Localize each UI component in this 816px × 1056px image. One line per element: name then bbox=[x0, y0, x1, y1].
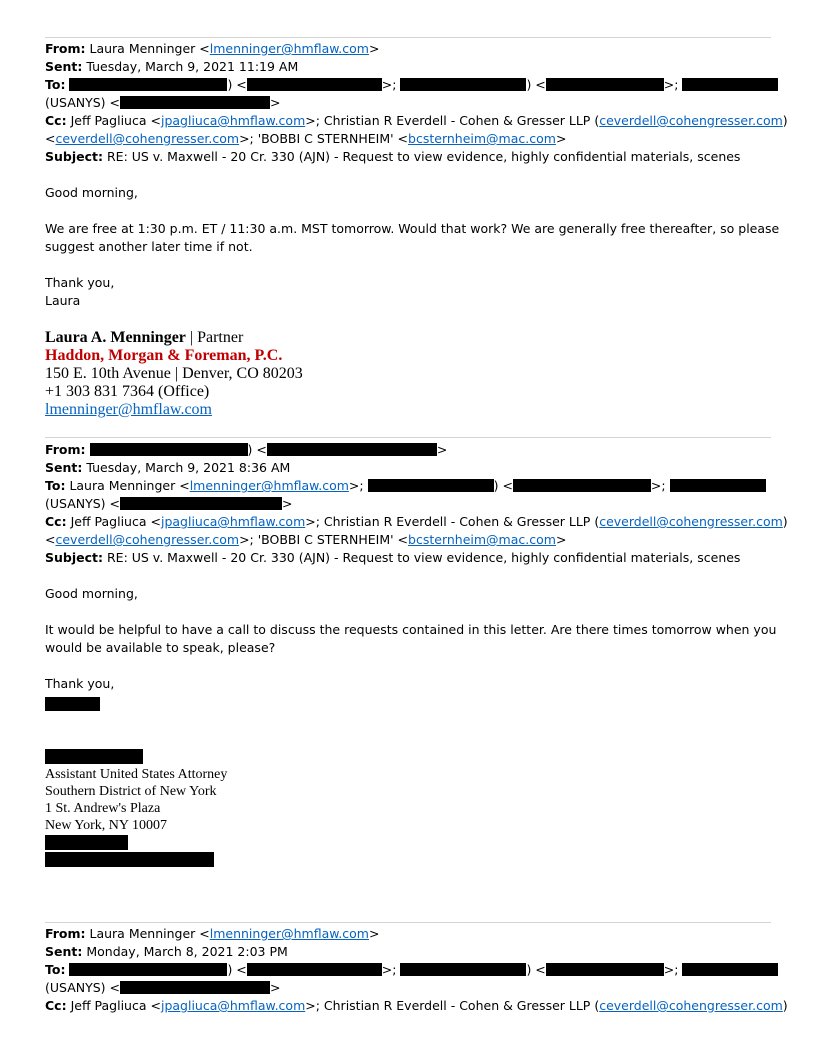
signature-phone: +1 303 831 7364 (Office) bbox=[45, 383, 210, 400]
email3-cc-line: Cc: Jeff Pagliuca <jpagliuca@hmflaw.com>; Christian R Everdell - Cohen & Gresser LLP (ceverdell@cohengresser.com) bbox=[45, 998, 788, 1013]
email3-from-line: From: Laura Menninger <lmenninger@hmflaw.com> bbox=[45, 926, 380, 941]
from-label: From: bbox=[45, 442, 86, 457]
email1-sent-value: Tuesday, March 9, 2021 11:19 AM bbox=[86, 59, 299, 74]
email2-cc-line-2: <ceverdell@cohengresser.com>; 'BOBBI C STERNHEIM' <bcsternheim@mac.com> bbox=[45, 532, 567, 547]
email1-subject-line bbox=[45, 149, 740, 165]
redaction-block bbox=[546, 963, 664, 976]
aus-attorney-title: Assistant United States Attorney bbox=[45, 767, 228, 782]
redaction-block bbox=[45, 749, 143, 764]
email1-from-name: Laura Menninger < bbox=[89, 41, 210, 56]
to-label: To: bbox=[45, 962, 66, 977]
redaction-block bbox=[45, 852, 214, 867]
redaction-block bbox=[69, 78, 227, 91]
from-label: From: bbox=[45, 41, 86, 56]
aus-attorney-addr1: 1 St. Andrew's Plaza bbox=[45, 801, 161, 816]
cc-label: Cc: bbox=[45, 113, 67, 128]
email2-body-line2: would be available to speak, please? bbox=[45, 640, 276, 655]
email1-to-line-2: (USANYS) < > bbox=[45, 95, 281, 110]
email3-to-line-2: (USANYS) < > bbox=[45, 980, 281, 995]
email2-subject-line bbox=[45, 550, 740, 566]
cc-pagliuca-link[interactable]: jpagliuca@hmflaw.com bbox=[160, 113, 306, 128]
cc-sternheim-link[interactable]: bcsternheim@mac.com bbox=[408, 532, 556, 547]
email1-signoff: Laura bbox=[45, 293, 81, 308]
email2-to-email-link[interactable]: lmenninger@hmflaw.com bbox=[189, 478, 349, 493]
sent-label: Sent: bbox=[45, 944, 83, 959]
cc-sternheim-link[interactable]: bcsternheim@mac.com bbox=[408, 131, 556, 146]
redaction-block bbox=[546, 78, 664, 91]
email1-cc-line-2: <ceverdell@cohengresser.com>; 'BOBBI C STERNHEIM' <bcsternheim@mac.com> bbox=[45, 131, 567, 146]
email2-greeting: Good morning, bbox=[45, 586, 138, 601]
redaction-block bbox=[120, 981, 270, 994]
cc-pagliuca-link[interactable]: jpagliuca@hmflaw.com bbox=[160, 514, 306, 529]
signature-email-line bbox=[45, 401, 212, 419]
redaction-block bbox=[267, 443, 437, 456]
email2-subject: RE: US v. Maxwell - 20 Cr. 330 (AJN) - Request to view evidence, highly confidential materials, scenes bbox=[106, 550, 741, 565]
subject-label: Subject: bbox=[45, 550, 103, 565]
email1-from-line: From: Laura Menninger <lmenninger@hmflaw.com> bbox=[45, 41, 380, 56]
signature-name-line bbox=[45, 329, 243, 347]
redaction-block bbox=[120, 96, 270, 109]
email1-body-line2: suggest another later time if not. bbox=[45, 239, 253, 254]
sent-label: Sent: bbox=[45, 59, 83, 74]
email1-subject: RE: US v. Maxwell - 20 Cr. 330 (AJN) - Request to view evidence, highly confidential materials, scenes bbox=[106, 149, 741, 164]
email2-closing: Thank you, bbox=[45, 676, 115, 691]
to-label: To: bbox=[45, 478, 66, 493]
redaction-block bbox=[247, 78, 382, 91]
cc-everdell-link-2[interactable]: ceverdell@cohengresser.com bbox=[55, 532, 240, 547]
cc-everdell-link[interactable]: ceverdell@cohengresser.com bbox=[599, 113, 783, 128]
signature-address: 150 E. 10th Avenue | Denver, CO 80203 bbox=[45, 365, 303, 382]
email3-sent-line bbox=[45, 944, 288, 960]
email2-cc-line: Cc: Jeff Pagliuca <jpagliuca@hmflaw.com>; Christian R Everdell - Cohen & Gresser LLP (ceverdell@cohengresser.com) bbox=[45, 514, 788, 529]
email-divider bbox=[45, 437, 771, 438]
redaction-block bbox=[120, 497, 282, 510]
signature-name: Laura A. Menninger bbox=[45, 329, 186, 346]
cc-everdell-link[interactable]: ceverdell@cohengresser.com bbox=[599, 998, 783, 1013]
email1-greeting: Good morning, bbox=[45, 185, 138, 200]
email2-to-line: To: Laura Menninger <lmenninger@hmflaw.com>; ) < >; bbox=[45, 478, 766, 494]
signature-title: | Partner bbox=[185, 329, 244, 346]
cc-pagliuca-link[interactable]: jpagliuca@hmflaw.com bbox=[160, 998, 306, 1013]
redaction-block bbox=[400, 963, 526, 976]
email2-to-line-2: (USANYS) < > bbox=[45, 496, 293, 511]
cc-everdell-link-2[interactable]: ceverdell@cohengresser.com bbox=[55, 131, 240, 146]
from-label: From: bbox=[45, 926, 86, 941]
redaction-block bbox=[45, 835, 128, 850]
email3-from-email-link[interactable]: lmenninger@hmflaw.com bbox=[209, 926, 369, 941]
email1-from-email-link[interactable]: lmenninger@hmflaw.com bbox=[209, 41, 369, 56]
email3-to-line: To: ) < >; ) < >; bbox=[45, 962, 778, 978]
signature-email-link[interactable]: lmenninger@hmflaw.com bbox=[45, 401, 212, 418]
redaction-block bbox=[682, 78, 778, 91]
to-label: To: bbox=[45, 77, 66, 92]
redaction-block bbox=[670, 479, 766, 492]
redaction-block bbox=[247, 963, 382, 976]
email1-closing: Thank you, bbox=[45, 275, 115, 290]
redaction-block bbox=[513, 479, 651, 492]
sent-label: Sent: bbox=[45, 460, 83, 475]
redaction-block bbox=[368, 479, 494, 492]
subject-label: Subject: bbox=[45, 149, 103, 164]
aus-attorney-addr2: New York, NY 10007 bbox=[45, 818, 167, 833]
cc-everdell-link[interactable]: ceverdell@cohengresser.com bbox=[599, 514, 783, 529]
cc-label: Cc: bbox=[45, 514, 67, 529]
redaction-block bbox=[45, 697, 100, 711]
email2-sent-line bbox=[45, 460, 290, 476]
email1-cc-line: Cc: Jeff Pagliuca <jpagliuca@hmflaw.com>; Christian R Everdell - Cohen & Gresser LLP (ceverdell@cohengresser.com) bbox=[45, 113, 788, 128]
redaction-block bbox=[69, 963, 227, 976]
email1-sent-line bbox=[45, 59, 298, 75]
email-divider bbox=[45, 37, 771, 38]
redaction-block bbox=[90, 443, 248, 456]
email2-from-line: From: ) < > bbox=[45, 442, 448, 457]
email2-body-line1: It would be helpful to have a call to discuss the requests contained in this letter. Are there times tomorrow when you bbox=[45, 622, 777, 637]
email1-body-line1: We are free at 1:30 p.m. ET / 11:30 a.m. MST tomorrow. Would that work? We are generally free thereafter, so please bbox=[45, 221, 780, 236]
aus-attorney-office: Southern District of New York bbox=[45, 784, 217, 799]
redaction-block bbox=[682, 963, 778, 976]
email3-sent-value: Monday, March 8, 2021 2:03 PM bbox=[86, 944, 288, 959]
cc-label: Cc: bbox=[45, 998, 67, 1013]
signature-firm: Haddon, Morgan & Foreman, P.C. bbox=[45, 347, 283, 364]
redaction-block bbox=[400, 78, 526, 91]
email2-sent-value: Tuesday, March 9, 2021 8:36 AM bbox=[86, 460, 291, 475]
email-divider bbox=[45, 922, 771, 923]
email1-to-line: To: ) < >; ) < >; bbox=[45, 77, 778, 93]
